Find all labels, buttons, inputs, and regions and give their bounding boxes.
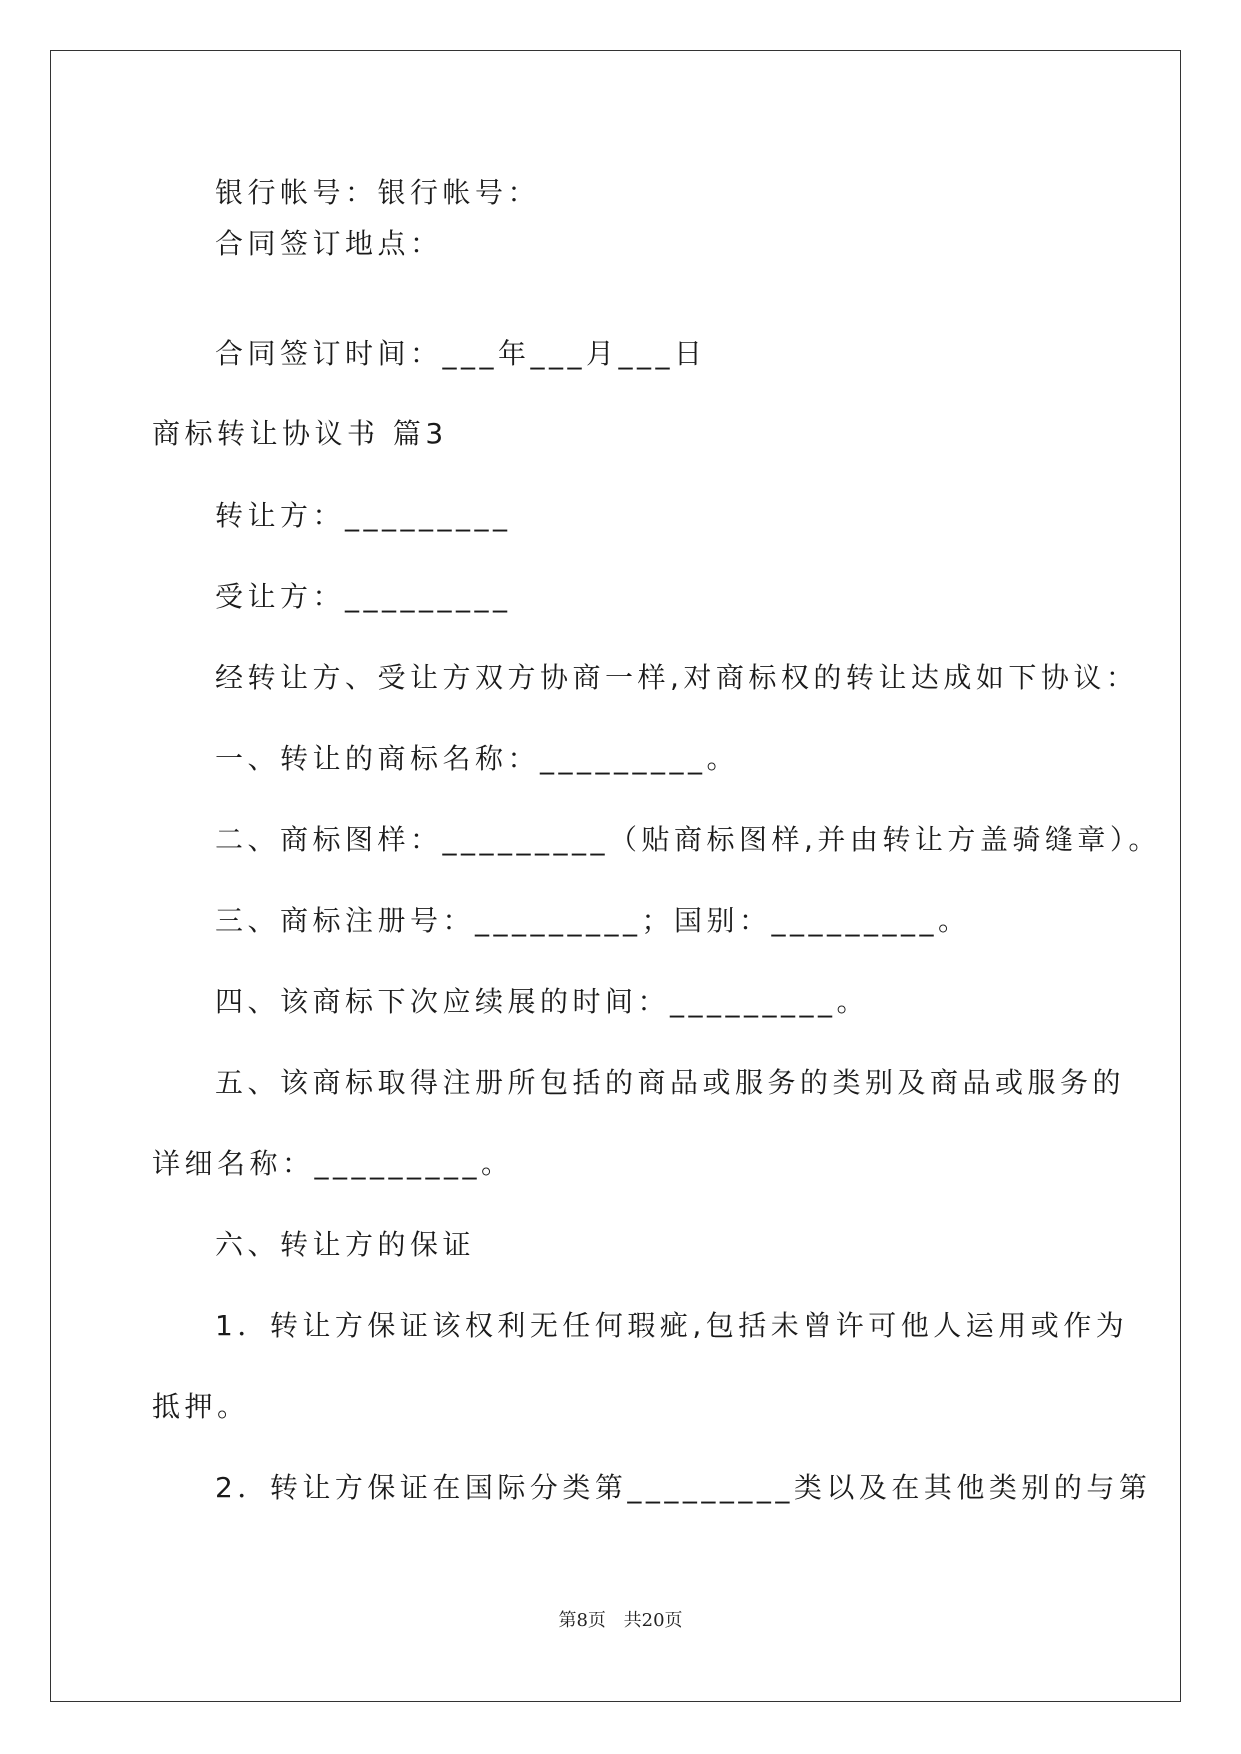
page-number: 第8页 xyxy=(558,1610,606,1631)
page-border xyxy=(50,50,1181,1702)
transferee-line: 受让方：_________ xyxy=(215,580,512,613)
warranty-1-continued: 抵押。 xyxy=(152,1390,250,1423)
agreement-intro: 经转让方、受让方双方协商一样,对商标权的转让达成如下协议： xyxy=(215,661,1139,694)
bank-account-line: 银行帐号：银行帐号： xyxy=(215,176,541,209)
clause-1: 一、转让的商标名称：_________。 xyxy=(215,742,740,775)
signing-place-line: 合同签订地点： xyxy=(215,227,443,260)
transferor-line: 转让方：_________ xyxy=(215,499,512,532)
clause-5-continued: 详细名称：_________。 xyxy=(152,1147,514,1180)
clause-2: 二、商标图样：_________（贴商标图样,并由转让方盖骑缝章）。 xyxy=(215,823,1161,856)
signing-date-line: 合同签订时间：___年___月___日 xyxy=(215,337,707,370)
page-total: 共20页 xyxy=(623,1610,683,1631)
section-title: 商标转让协议书 篇3 xyxy=(152,417,448,450)
clause-6-heading: 六、转让方的保证 xyxy=(215,1228,476,1261)
clause-3: 三、商标注册号：_________；国别：_________。 xyxy=(215,904,971,937)
clause-4: 四、该商标下次应续展的时间：_________。 xyxy=(215,985,870,1018)
page-footer xyxy=(0,1606,1241,1632)
warranty-2: 2．转让方保证在国际分类第_________类以及在其他类别的与第 xyxy=(215,1471,1152,1504)
clause-5: 五、该商标取得注册所包括的商品或服务的类别及商品或服务的 xyxy=(215,1066,1126,1099)
warranty-1: 1．转让方保证该权利无任何瑕疵,包括未曾许可他人运用或作为 xyxy=(215,1309,1129,1342)
